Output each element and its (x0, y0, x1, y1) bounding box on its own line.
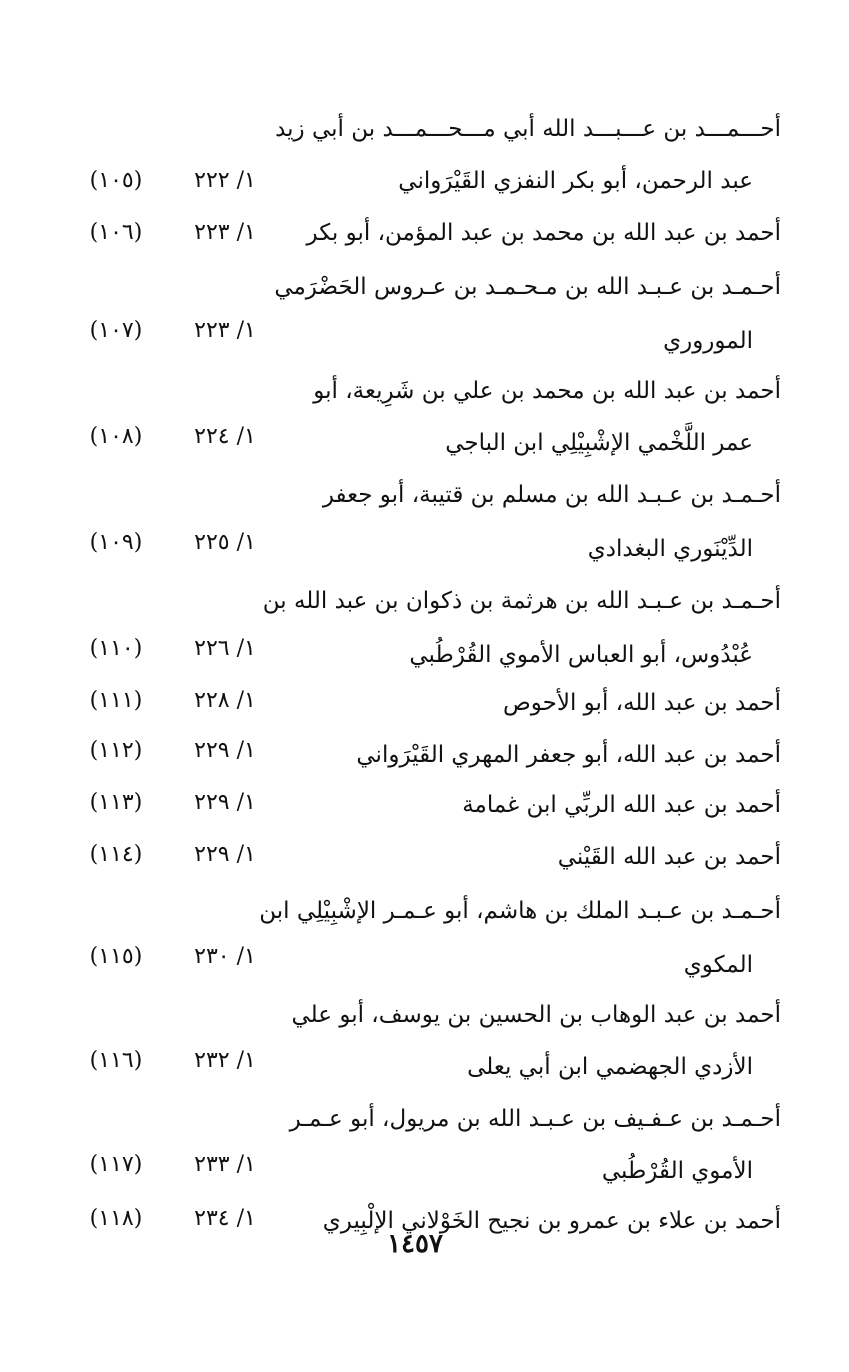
entry-113-volume-page: ١/ ٢٢٩ (194, 790, 256, 815)
entry-106-name-line-1: أحمد بن عبد الله بن محمد بن عبد المؤمن، أبو بكر (306, 220, 781, 246)
entry-115-number: (١١٥) (89, 944, 143, 969)
entry-107-volume-page: ١/ ٢٢٣ (194, 318, 256, 343)
entry-112-volume-page: ١/ ٢٢٩ (194, 738, 256, 763)
entry-108-number: (١٠٨) (89, 424, 143, 449)
entry-116-name-line-1: أحمد بن عبد الوهاب بن الحسين بن يوسف، أبو علي (291, 1002, 781, 1028)
entry-107-name-line-1: أحـمـد بن عـبـد الله بن مـحـمـد بن عـروس الحَضْرَمي (274, 274, 781, 300)
entry-115-name-line-2: المكوي (683, 952, 753, 978)
entry-117-name-line-1: أحـمـد بن عـفـيف بن عـبـد الله بن مريول، أبو عـمـر (289, 1106, 781, 1132)
entry-110-name-line-2: عُبْدُوس، أبو العباس الأموي القُرْطُبي (409, 642, 753, 668)
entry-112-name-line-1: أحمد بن عبد الله، أبو جعفر المهري القَيْرَواني (356, 742, 781, 768)
entry-109-volume-page: ١/ ٢٢٥ (194, 530, 256, 555)
entry-105-number: (١٠٥) (89, 168, 143, 193)
entry-116-number: (١١٦) (89, 1048, 143, 1073)
entry-107-name-line-2: الموروري (663, 328, 753, 354)
entry-109-name-line-1: أحـمـد بن عـبـد الله بن مسلم بن قتيبة، أبو جعفر (322, 482, 781, 508)
entry-110-number: (١١٠) (89, 636, 143, 661)
entry-109-name-line-2: الدِّيْنَوري البغدادي (587, 536, 753, 562)
entry-114-name-line-1: أحمد بن عبد الله القَيْني (557, 844, 781, 870)
entry-115-name-line-1: أحـمـد بن عـبـد الملك بن هاشم، أبو عـمـر الإشْبِيْلِي ابن (259, 898, 781, 924)
entry-108-name-line-1: أحمد بن عبد الله بن محمد بن علي بن شَرِيعة، أبو (313, 378, 781, 404)
entry-109-number: (١٠٩) (89, 530, 143, 555)
entry-118-number: (١١٨) (89, 1206, 143, 1231)
entry-106-number: (١٠٦) (89, 220, 143, 245)
entry-113-name-line-1: أحمد بن عبد الله الربِّي ابن غمامة (462, 792, 781, 818)
entry-112-number: (١١٢) (89, 738, 143, 763)
entry-111-number: (١١١) (89, 688, 143, 713)
entry-118-name-line-1: أحمد بن علاء بن عمرو بن نجيح الخَوْلاني الإلْبِيري (322, 1208, 781, 1234)
entry-117-number: (١١٧) (89, 1152, 143, 1177)
entry-111-volume-page: ١/ ٢٢٨ (194, 688, 256, 713)
entry-106-volume-page: ١/ ٢٢٣ (194, 220, 256, 245)
entry-105-name-line-2: عبد الرحمن، أبو بكر النفزي القَيْرَواني (398, 168, 753, 194)
entry-111-name-line-1: أحمد بن عبد الله، أبو الأحوص (502, 690, 781, 716)
page-number: ١٤٥٧ (387, 1229, 443, 1259)
entry-113-number: (١١٣) (89, 790, 143, 815)
entry-117-name-line-2: الأموي القُرْطُبي (601, 1158, 753, 1184)
entry-110-name-line-1: أحـمـد بن عـبـد الله بن هرثمة بن ذكوان بن عبد الله بن (262, 588, 781, 614)
entry-118-volume-page: ١/ ٢٣٤ (194, 1206, 256, 1231)
entry-114-number: (١١٤) (89, 842, 143, 867)
entry-114-volume-page: ١/ ٢٢٩ (194, 842, 256, 867)
entry-116-name-line-2: الأزدي الجهضمي ابن أبي يعلى (467, 1054, 753, 1080)
entry-116-volume-page: ١/ ٢٣٢ (194, 1048, 256, 1073)
entry-105-name-line-1: أحـــمـــد بن عـــبـــد الله أبي مـــحـــمـــد بن أبي زيد (275, 116, 781, 142)
entry-108-volume-page: ١/ ٢٢٤ (194, 424, 256, 449)
entry-108-name-line-2: عمر اللَّخْمي الإشْبِيْلِي ابن الباجي (445, 430, 753, 456)
entry-105-volume-page: ١/ ٢٢٢ (194, 168, 256, 193)
entry-107-number: (١٠٧) (89, 318, 143, 343)
entry-117-volume-page: ١/ ٢٣٣ (194, 1152, 256, 1177)
entry-110-volume-page: ١/ ٢٢٦ (194, 636, 256, 661)
entry-115-volume-page: ١/ ٢٣٠ (194, 944, 256, 969)
